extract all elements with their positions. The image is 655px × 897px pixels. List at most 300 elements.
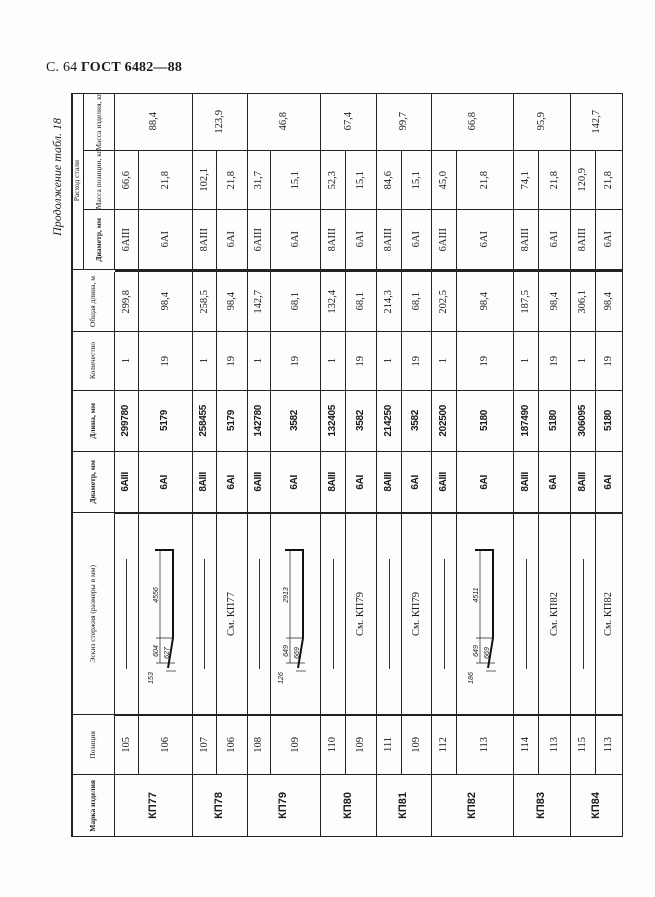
quantity-value: 1	[327, 358, 339, 364]
total-length-cell	[321, 272, 346, 332]
sketch-cell	[217, 513, 248, 715]
position-cell	[321, 715, 346, 775]
steel-diameter-value: 6АIII	[253, 227, 265, 252]
position-mass-value: 102,1	[198, 168, 210, 192]
product-mass-value: 95,9	[536, 112, 548, 131]
header-length	[71, 391, 115, 452]
diameter-cell	[193, 452, 217, 513]
position-mass-cell	[217, 151, 248, 210]
total-length-value: 98,4	[226, 292, 238, 311]
sketch-dimension: 4556	[153, 586, 160, 603]
product-mass-cell	[115, 93, 193, 151]
quantity-value: 1	[577, 358, 589, 364]
header-label: Расход стали	[72, 160, 82, 202]
sketch-cell	[248, 513, 271, 715]
sketch-dimension: 2913	[283, 586, 290, 603]
position-value: 113	[548, 736, 560, 753]
position-cell	[193, 715, 217, 775]
steel-diameter-value: 6АIII	[438, 227, 450, 252]
length-value: 5179	[225, 410, 237, 432]
steel-diameter-value: 6АI	[289, 231, 301, 248]
header-label: Количество	[87, 342, 97, 380]
sketch-cell	[539, 513, 571, 715]
position-cell	[271, 715, 321, 775]
quantity-cell	[193, 332, 217, 391]
straight-bar-sketch	[444, 559, 445, 669]
steel-diameter-value: 6АI	[479, 231, 491, 248]
position-mass-value: 84,6	[383, 170, 395, 190]
diameter-value: 8АIII	[382, 472, 394, 492]
length-cell	[402, 391, 432, 452]
header-sketch	[71, 513, 115, 715]
straight-bar-sketch	[583, 559, 584, 669]
position-value: 109	[410, 736, 422, 753]
product-mark: КП84	[589, 792, 602, 819]
header-mark	[71, 775, 115, 837]
length-cell	[571, 391, 596, 452]
quantity-value: 19	[355, 355, 367, 367]
product-mass-value: 46,8	[278, 112, 290, 131]
diameter-cell	[457, 452, 514, 513]
quantity-cell	[248, 332, 271, 391]
total-length-value: 98,4	[159, 292, 171, 311]
length-cell	[193, 391, 217, 452]
sketch-dimension: 649	[473, 644, 480, 657]
position-mass-value: 21,8	[159, 170, 171, 190]
position-mass-cell	[139, 151, 193, 210]
position-mass-cell	[457, 151, 514, 210]
sketch-cell	[271, 513, 321, 715]
product-mass-cell	[571, 93, 623, 151]
header-total-length	[71, 272, 115, 332]
position-mass-cell	[248, 151, 271, 210]
steel-diameter-cell	[193, 210, 217, 270]
total-length-cell	[346, 272, 377, 332]
straight-bar-sketch	[126, 559, 127, 669]
diameter-cell	[377, 452, 402, 513]
product-mass-cell	[514, 93, 571, 151]
sketch-dimension: 153	[148, 671, 155, 684]
position-mass-value: 15,1	[355, 170, 367, 190]
product-mark: КП81	[397, 792, 410, 819]
bent-bar-sketch	[271, 513, 320, 715]
quantity-cell	[457, 332, 514, 391]
sketch-reference: См. КП79	[355, 591, 367, 636]
diameter-value: 6АI	[602, 474, 614, 490]
length-value: 258455	[198, 405, 210, 437]
sketch-cell	[115, 513, 139, 715]
total-length-cell	[571, 272, 596, 332]
sketch-dimension: 186	[468, 671, 475, 684]
total-length-value: 258,5	[198, 289, 210, 314]
position-value: 109	[289, 736, 301, 753]
diameter-cell	[571, 452, 596, 513]
total-length-value: 187,5	[520, 289, 532, 314]
mark-cell	[571, 775, 623, 837]
page-header	[46, 60, 182, 76]
product-mark: КП78	[213, 792, 226, 819]
quantity-cell	[432, 332, 457, 391]
sketch-cell	[402, 513, 432, 715]
length-cell	[248, 391, 271, 452]
position-mass-cell	[539, 151, 571, 210]
sketch-cell	[432, 513, 457, 715]
length-cell	[139, 391, 193, 452]
length-cell	[377, 391, 402, 452]
header-label: Масса позиции, кг	[94, 150, 104, 210]
position-value: 106	[226, 736, 238, 753]
position-mass-value: 21,8	[603, 170, 615, 190]
position-value: 108	[253, 736, 265, 753]
position-cell	[539, 715, 571, 775]
product-mark: КП79	[277, 792, 290, 819]
length-cell	[271, 391, 321, 452]
position-mass-value: 21,8	[548, 170, 560, 190]
header-label: Позиция	[87, 730, 97, 759]
position-mass-cell	[346, 151, 377, 210]
length-value: 5179	[159, 410, 171, 432]
length-cell	[115, 391, 139, 452]
length-value: 3582	[354, 410, 366, 432]
total-length-value: 214,3	[383, 289, 395, 314]
product-mark: КП82	[465, 792, 478, 819]
steel-diameter-cell	[457, 210, 514, 270]
position-mass-cell	[377, 151, 402, 210]
position-mass-cell	[402, 151, 432, 210]
total-length-value: 68,1	[289, 292, 301, 311]
position-value: 105	[120, 736, 132, 753]
steel-diameter-value: 8АIII	[327, 227, 339, 252]
straight-bar-sketch	[526, 559, 527, 669]
product-mass-cell	[432, 93, 514, 151]
position-mass-cell	[514, 151, 539, 210]
position-mass-value: 15,1	[410, 170, 422, 190]
product-mass-value: 142,7	[590, 109, 602, 134]
length-cell	[514, 391, 539, 452]
quantity-cell	[402, 332, 432, 391]
standard-number: ГОСТ 6482—88	[81, 60, 183, 75]
length-value: 306095	[576, 405, 588, 437]
total-length-value: 202,5	[438, 289, 450, 314]
quantity-value: 1	[383, 358, 395, 364]
sketch-cell	[139, 513, 193, 715]
steel-diameter-cell	[139, 210, 193, 270]
steel-diameter-cell	[248, 210, 271, 270]
steel-diameter-value: 6АI	[548, 231, 560, 248]
header-position-mass	[84, 151, 115, 210]
steel-diameter-value: 6АIII	[120, 227, 132, 252]
steel-diameter-value: 8АIII	[577, 227, 589, 252]
total-length-cell	[514, 272, 539, 332]
diameter-value: 6АI	[225, 474, 237, 490]
total-length-cell	[377, 272, 402, 332]
sketch-reference: См. КП79	[410, 591, 422, 636]
position-cell	[248, 715, 271, 775]
steel-diameter-cell	[377, 210, 402, 270]
product-mass-cell	[193, 93, 248, 151]
quantity-cell	[346, 332, 377, 391]
diameter-cell	[539, 452, 571, 513]
position-value: 109	[355, 736, 367, 753]
diameter-value: 6АI	[354, 474, 366, 490]
length-value: 5180	[602, 410, 614, 432]
sketch-cell	[571, 513, 596, 715]
length-cell	[539, 391, 571, 452]
position-value: 112	[438, 736, 450, 753]
header-product-mass	[84, 93, 115, 151]
position-mass-cell	[596, 151, 623, 210]
length-value: 202500	[437, 405, 449, 437]
total-length-cell	[457, 272, 514, 332]
header-steel-diameter	[84, 210, 115, 270]
header-label: Длина, мм	[87, 403, 97, 439]
quantity-cell	[571, 332, 596, 391]
header-position	[71, 715, 115, 775]
quantity-cell	[217, 332, 248, 391]
position-value: 114	[520, 736, 532, 753]
position-mass-value: 66,6	[120, 170, 132, 190]
length-value: 3582	[410, 410, 422, 432]
quantity-cell	[321, 332, 346, 391]
header-diameter	[71, 452, 115, 513]
product-mass-cell	[321, 93, 377, 151]
position-mass-cell	[432, 151, 457, 210]
length-value: 299780	[120, 405, 132, 437]
table-continuation-label	[50, 92, 64, 262]
bent-bar-sketch	[139, 513, 192, 715]
steel-diameter-value: 8АIII	[383, 227, 395, 252]
steel-diameter-value: 8АIII	[198, 227, 210, 252]
steel-diameter-cell	[402, 210, 432, 270]
sketch-cell	[377, 513, 402, 715]
sketch-dimension: 669	[294, 646, 301, 659]
header-label: Эскиз стержня (размеры в мм)	[87, 564, 97, 663]
product-mass-cell	[248, 93, 321, 151]
mark-cell	[115, 775, 193, 837]
header-steel-consumption	[71, 93, 84, 270]
position-mass-value: 74,1	[520, 170, 532, 190]
steel-diameter-value: 6АI	[159, 231, 171, 248]
quantity-cell	[514, 332, 539, 391]
mark-cell	[432, 775, 514, 837]
position-value: 115	[577, 736, 589, 753]
product-mass-value: 67,4	[342, 112, 354, 131]
position-cell	[402, 715, 432, 775]
position-value: 107	[198, 736, 210, 753]
diameter-value: 8АIII	[519, 472, 531, 492]
sketch-reference: См. КП82	[548, 591, 560, 636]
bent-bar-sketch	[457, 513, 513, 715]
steel-diameter-cell	[514, 210, 539, 270]
total-length-cell	[402, 272, 432, 332]
steel-diameter-cell	[571, 210, 596, 270]
sketch-reference: См. КП77	[226, 591, 238, 636]
quantity-value: 19	[410, 355, 422, 367]
length-value: 187490	[519, 405, 531, 437]
header-label: Общая длина, м	[87, 275, 97, 328]
total-length-cell	[193, 272, 217, 332]
page-number: С. 64	[46, 60, 78, 75]
position-mass-cell	[115, 151, 139, 210]
product-mass-value: 66,8	[466, 112, 478, 131]
position-cell	[139, 715, 193, 775]
steel-diameter-cell	[217, 210, 248, 270]
steel-diameter-value: 6АI	[603, 231, 615, 248]
quantity-value: 19	[479, 355, 491, 367]
position-value: 113	[603, 736, 615, 753]
total-length-cell	[596, 272, 623, 332]
quantity-value: 19	[159, 355, 171, 367]
position-cell	[457, 715, 514, 775]
diameter-value: 8АIII	[326, 472, 338, 492]
diameter-value: 6АI	[410, 474, 422, 490]
product-mass-value: 88,4	[147, 112, 159, 131]
total-length-value: 132,4	[327, 289, 339, 314]
sketch-cell	[596, 513, 623, 715]
length-cell	[596, 391, 623, 452]
header-label: Марка изделия	[87, 779, 97, 832]
mark-cell	[193, 775, 248, 837]
diameter-cell	[217, 452, 248, 513]
length-cell	[457, 391, 514, 452]
mark-cell	[321, 775, 377, 837]
position-value: 111	[383, 737, 395, 752]
position-cell	[115, 715, 139, 775]
position-mass-value: 52,3	[327, 170, 339, 190]
header-label: Масса изделия, кг	[94, 92, 104, 151]
diameter-cell	[514, 452, 539, 513]
sketch-cell	[321, 513, 346, 715]
quantity-value: 19	[548, 355, 560, 367]
length-value: 142780	[252, 405, 264, 437]
total-length-value: 68,1	[410, 292, 422, 311]
total-length-cell	[248, 272, 271, 332]
total-length-value: 299,8	[120, 289, 132, 314]
sketch-cell	[193, 513, 217, 715]
straight-bar-sketch	[259, 559, 260, 669]
quantity-value: 19	[226, 355, 238, 367]
diameter-cell	[115, 452, 139, 513]
total-length-cell	[217, 272, 248, 332]
total-length-value: 306,1	[577, 289, 589, 314]
steel-diameter-value: 8АIII	[520, 227, 532, 252]
length-value: 132405	[326, 405, 338, 437]
steel-diameter-cell	[346, 210, 377, 270]
position-cell	[432, 715, 457, 775]
steel-diameter-cell	[271, 210, 321, 270]
position-mass-cell	[193, 151, 217, 210]
length-cell	[346, 391, 377, 452]
total-length-value: 98,4	[548, 292, 560, 311]
position-cell	[596, 715, 623, 775]
sketch-dimension: 604	[153, 644, 160, 657]
steel-diameter-cell	[539, 210, 571, 270]
steel-diameter-cell	[432, 210, 457, 270]
position-mass-value: 31,7	[253, 170, 265, 190]
straight-bar-sketch	[333, 559, 334, 669]
sketch-dimension: 4511	[473, 586, 480, 603]
quantity-cell	[115, 332, 139, 391]
diameter-value: 6АIII	[252, 472, 264, 492]
total-length-cell	[271, 272, 321, 332]
position-cell	[514, 715, 539, 775]
mark-cell	[248, 775, 321, 837]
length-cell	[432, 391, 457, 452]
sketch-cell	[514, 513, 539, 715]
length-cell	[321, 391, 346, 452]
straight-bar-sketch	[204, 559, 205, 669]
diameter-cell	[402, 452, 432, 513]
straight-bar-sketch	[389, 559, 390, 669]
diameter-cell	[321, 452, 346, 513]
quantity-value: 1	[198, 358, 210, 364]
diameter-cell	[248, 452, 271, 513]
header-label: Диаметр, мм	[87, 460, 97, 504]
product-mass-cell	[377, 93, 432, 151]
total-length-value: 98,4	[479, 292, 491, 311]
quantity-value: 19	[603, 355, 615, 367]
sketch-reference: См. КП82	[603, 591, 615, 636]
position-value: 113	[479, 736, 491, 753]
position-cell	[377, 715, 402, 775]
steel-diameter-cell	[596, 210, 623, 270]
total-length-cell	[139, 272, 193, 332]
diameter-cell	[432, 452, 457, 513]
header-label: Диаметр, мм	[94, 217, 104, 262]
diameter-value: 8АIII	[198, 472, 210, 492]
sketch-dimension: 669	[484, 646, 491, 659]
position-mass-cell	[571, 151, 596, 210]
diameter-value: 6АI	[548, 474, 560, 490]
steel-diameter-cell	[321, 210, 346, 270]
position-mass-value: 15,1	[289, 170, 301, 190]
quantity-cell	[377, 332, 402, 391]
total-length-cell	[539, 272, 571, 332]
diameter-value: 6АIII	[437, 472, 449, 492]
sketch-dimension: 627	[164, 646, 171, 659]
sketch-dimension: 126	[278, 671, 285, 684]
steel-diameter-cell	[115, 210, 139, 270]
quantity-value: 1	[253, 358, 265, 364]
position-cell	[571, 715, 596, 775]
total-length-cell	[432, 272, 457, 332]
quantity-cell	[139, 332, 193, 391]
diameter-value: 6АI	[159, 474, 171, 490]
length-cell	[217, 391, 248, 452]
sketch-dimension: 649	[283, 644, 290, 657]
quantity-cell	[539, 332, 571, 391]
diameter-value: 8АIII	[576, 472, 588, 492]
product-mark: КП80	[341, 792, 354, 819]
position-cell	[346, 715, 377, 775]
total-length-cell	[115, 272, 139, 332]
length-value: 5180	[478, 410, 490, 432]
steel-diameter-value: 6АI	[226, 231, 238, 248]
position-mass-cell	[321, 151, 346, 210]
product-mark: КП83	[535, 792, 548, 819]
sketch-cell	[346, 513, 377, 715]
steel-diameter-value: 6АI	[355, 231, 367, 248]
diameter-cell	[346, 452, 377, 513]
product-mass-value: 99,7	[398, 112, 410, 131]
position-mass-value: 21,8	[479, 170, 491, 190]
position-mass-value: 21,8	[226, 170, 238, 190]
diameter-cell	[596, 452, 623, 513]
total-length-value: 142,7	[253, 289, 265, 314]
quantity-value: 1	[520, 358, 532, 364]
diameter-cell	[271, 452, 321, 513]
position-cell	[217, 715, 248, 775]
